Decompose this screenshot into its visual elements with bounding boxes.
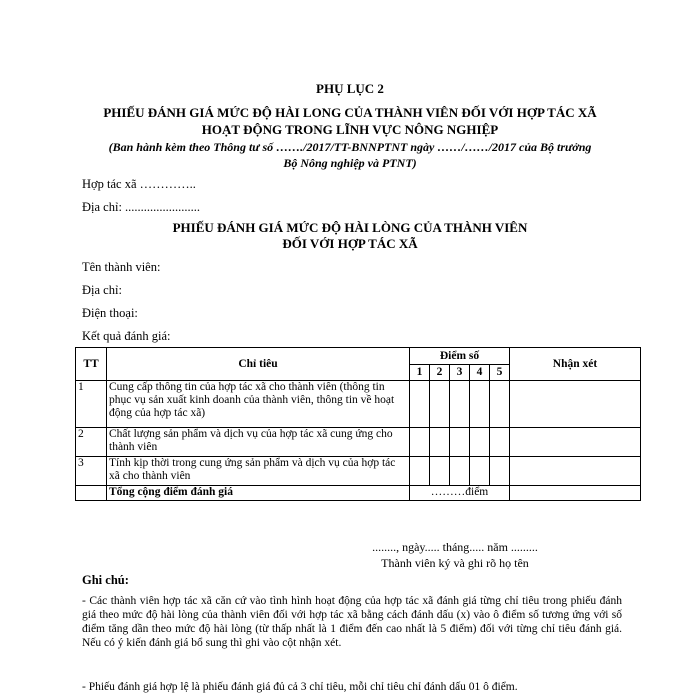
table-total-row xyxy=(76,486,641,501)
row-1-score-3[interactable] xyxy=(450,381,470,428)
table-row xyxy=(76,457,641,486)
coop-name-line: Hợp tác xã ………….. xyxy=(82,177,196,191)
form-title-line-1: PHIẾU ĐÁNH GIÁ MỨC ĐỘ HÀI LÒNG CỦA THÀNH VIÊN xyxy=(172,220,528,235)
row-1-score-2[interactable] xyxy=(430,381,450,428)
table-header-row xyxy=(76,348,641,365)
score-1-header: 1 xyxy=(410,365,430,381)
row-2-score-1[interactable] xyxy=(410,428,430,457)
appendix-label: PHỤ LỤC 2 xyxy=(316,81,384,96)
score-2-header: 2 xyxy=(430,365,450,381)
total-value: ………điểm xyxy=(410,486,510,501)
evaluation-table xyxy=(75,347,641,501)
header-tt: TT xyxy=(76,348,107,381)
evaluation-result-label: Kết quả đánh giá: xyxy=(82,329,171,343)
signature-label: Thành viên ký và ghi rõ họ tên xyxy=(381,556,529,570)
row-3-score-4[interactable] xyxy=(470,457,490,486)
row-1-tt: 1 xyxy=(76,381,107,428)
form-title-line-2: ĐỐI VỚI HỢP TÁC XÃ xyxy=(282,236,418,251)
row-2-tt: 2 xyxy=(76,428,107,457)
row-3-score-1[interactable] xyxy=(410,457,430,486)
row-2-score-4[interactable] xyxy=(470,428,490,457)
member-address-field: Địa chỉ: xyxy=(82,283,122,297)
header-criteria: Chỉ tiêu xyxy=(107,348,410,381)
row-1-comment[interactable] xyxy=(510,381,641,428)
row-1-score-1[interactable] xyxy=(410,381,430,428)
row-2-score-2[interactable] xyxy=(430,428,450,457)
total-comment xyxy=(510,486,641,501)
row-1-score-5[interactable] xyxy=(490,381,510,428)
note-2: - Phiếu đánh giá hợp lệ là phiếu đánh giá đủ cả 3 chỉ tiêu, mỗi chỉ tiêu chỉ đánh dấu 01 ô điểm. xyxy=(82,681,518,693)
row-3-comment[interactable] xyxy=(510,457,641,486)
total-label: Tổng cộng điểm đánh giá xyxy=(107,486,410,501)
issuance-note xyxy=(0,139,700,171)
table-row xyxy=(76,428,641,457)
row-3-criteria: Tính kịp thời trong cung ứng sản phẩm và dịch vụ của hợp tác xã cho thành viên xyxy=(107,457,410,486)
row-2-score-5[interactable] xyxy=(490,428,510,457)
document-title xyxy=(0,104,700,138)
score-4-header: 4 xyxy=(470,365,490,381)
form-title xyxy=(0,220,700,252)
score-5-header: 5 xyxy=(490,365,510,381)
row-3-score-3[interactable] xyxy=(450,457,470,486)
row-3-score-2[interactable] xyxy=(430,457,450,486)
row-3-tt: 3 xyxy=(76,457,107,486)
issuance-note-line-2: Bộ Nông nghiệp và PTNT) xyxy=(283,156,417,170)
member-phone-field: Điện thoại: xyxy=(82,306,138,320)
signature-date: ........, ngày..... tháng..... năm ......... xyxy=(372,540,538,554)
row-2-score-3[interactable] xyxy=(450,428,470,457)
note-1: - Các thành viên hợp tác xã căn cứ vào tình hình hoạt động của hợp tác xã đánh giá từng chỉ tiêu trong phiếu đánh giá theo mức độ hài lòng của thành viên đối với hợp tác xã bằng cách đánh dấu (x) vào ô điểm số tương ứng với số điểm tăng dần theo mức độ hài lòng (từ thấp nhất là 1 điểm đến cao nhất là 5 điểm) đối với từng chỉ tiêu đánh giá. Nếu có ý kiến đánh giá bổ sung thì ghi vào cột nhận xét. xyxy=(82,595,622,649)
notes-heading: Ghi chú: xyxy=(82,573,129,587)
table-row xyxy=(76,381,641,428)
title-line-1: PHIẾU ĐÁNH GIÁ MỨC ĐỘ HÀI LONG CỦA THÀNH VIÊN ĐỐI VỚI HỢP TÁC XÃ xyxy=(103,105,597,120)
row-1-criteria: Cung cấp thông tin của hợp tác xã cho thành viên (thông tin phục vụ sản xuất kinh doanh của thành viên, thông tin về hoạt động của hợp tác xã) xyxy=(107,381,410,428)
member-name-field: Tên thành viên: xyxy=(82,260,161,274)
score-3-header: 3 xyxy=(450,365,470,381)
total-tt xyxy=(76,486,107,501)
row-3-score-5[interactable] xyxy=(490,457,510,486)
row-2-comment[interactable] xyxy=(510,428,641,457)
issuance-note-line-1: (Ban hành kèm theo Thông tư số ……./2017/TT-BNNPTNT ngày ……/……/2017 của Bộ trưởng xyxy=(108,140,592,154)
header-comment: Nhận xét xyxy=(510,348,641,381)
coop-address-line: Địa chỉ: ........................ xyxy=(82,200,201,214)
row-2-criteria: Chất lượng sản phẩm và dịch vụ của hợp tác xã cung ứng cho thành viên xyxy=(107,428,410,457)
header-score: Điểm số xyxy=(410,348,510,365)
title-line-2: HOẠT ĐỘNG TRONG LĨNH VỰC NÔNG NGHIỆP xyxy=(201,122,499,137)
row-1-score-4[interactable] xyxy=(470,381,490,428)
